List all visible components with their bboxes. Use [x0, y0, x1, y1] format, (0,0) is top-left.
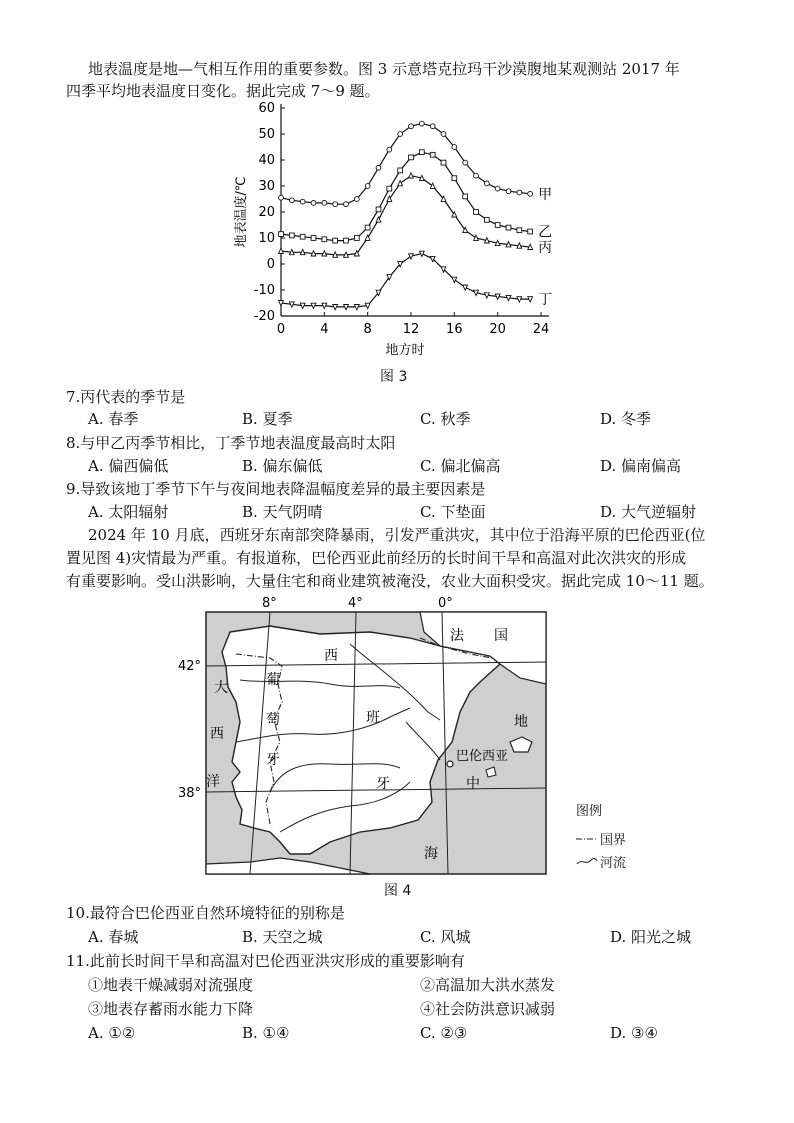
- data-point: [333, 252, 338, 257]
- river-line-icon: [576, 857, 598, 867]
- data-point: [398, 132, 403, 137]
- data-point: [495, 294, 500, 299]
- data-point: [365, 303, 370, 308]
- data-point: [279, 195, 284, 200]
- legend-border-label: 国界: [600, 833, 627, 848]
- label-tao: 萄: [266, 712, 280, 728]
- label-yang: 洋: [206, 774, 220, 790]
- data-point: [409, 173, 414, 178]
- data-point: [289, 233, 294, 238]
- data-point: [333, 202, 338, 207]
- data-point: [484, 293, 489, 298]
- data-point: [517, 297, 522, 302]
- data-point: [495, 223, 500, 228]
- data-point: [300, 249, 305, 254]
- data-point: [474, 173, 479, 178]
- data-point: [322, 237, 327, 242]
- data-point: [322, 201, 327, 206]
- data-point: [354, 197, 359, 202]
- data-point: [376, 165, 381, 170]
- data-point: [419, 175, 424, 180]
- data-point: [289, 249, 294, 254]
- data-point: [344, 252, 349, 257]
- data-point: [517, 228, 522, 233]
- intro-line-1: 地表温度是地—气相互作用的重要参数。图 3 示意塔克拉玛干沙漠腹地某观测站 2017 年: [88, 60, 680, 78]
- x-tick-label: 24: [532, 322, 550, 337]
- label-zhong: 中: [466, 776, 480, 792]
- series-line: [281, 254, 530, 307]
- data-point: [430, 152, 435, 157]
- q9-option-a[interactable]: A. 太阳辐射: [88, 503, 169, 521]
- border-line-icon: [576, 835, 598, 843]
- data-point: [300, 199, 305, 204]
- data-point: [398, 168, 403, 173]
- series-label: 丙: [538, 240, 553, 257]
- data-point: [441, 132, 446, 137]
- data-point: [311, 251, 316, 256]
- data-point: [419, 251, 424, 256]
- data-point: [463, 285, 468, 290]
- data-point: [409, 254, 414, 259]
- q9-stem: 9.导致该地丁季节下午与夜间地表降温幅度差异的最主要因素是: [66, 480, 486, 498]
- y-tick-label: 10: [258, 231, 275, 246]
- data-point: [322, 251, 327, 256]
- lon-label-0: 0°: [438, 596, 453, 611]
- q11-item-1: ①地表干燥减弱对流强度: [88, 976, 254, 994]
- data-point: [506, 189, 511, 194]
- data-point: [430, 124, 435, 129]
- lon-label-8: 8°: [262, 596, 277, 611]
- fig3-caption: 图 3: [380, 369, 408, 385]
- series-label: 丁: [538, 292, 553, 309]
- data-point: [463, 160, 468, 165]
- series-line: [281, 176, 530, 255]
- intro2-line-2: 置见图 4)灾情最为严重。有报道称，巴伦西亚此前经历的长时间干旱和高温对此次洪灾的形成: [66, 549, 687, 567]
- data-point: [289, 302, 294, 307]
- y-tick-label: -20: [253, 309, 275, 324]
- q9-option-d[interactable]: D. 大气逆辐射: [600, 503, 697, 521]
- q8-stem: 8.与甲乙丙季节相比，丁季节地表温度最高时太阳: [66, 434, 396, 452]
- data-point: [322, 303, 327, 308]
- data-point: [474, 235, 479, 240]
- q11-option-c[interactable]: C. ②③: [420, 1024, 468, 1042]
- data-point: [279, 301, 284, 306]
- valencia-label: 巴伦西亚: [456, 749, 509, 764]
- q10-option-b[interactable]: B. 天空之城: [242, 928, 323, 946]
- q8-option-c[interactable]: C. 偏北偏高: [420, 457, 501, 475]
- data-point: [484, 217, 489, 222]
- q11-option-d[interactable]: D. ③④: [610, 1024, 658, 1042]
- data-point: [354, 305, 359, 310]
- q9-option-c[interactable]: C. 下垫面: [420, 503, 486, 521]
- data-point: [365, 184, 370, 189]
- series-line: [281, 152, 530, 240]
- data-point: [430, 183, 435, 188]
- q7-option-c[interactable]: C. 秋季: [420, 410, 471, 428]
- data-point: [495, 186, 500, 191]
- y-tick-label: 40: [258, 153, 275, 168]
- valencia-point[interactable]: [447, 761, 453, 767]
- data-point: [484, 181, 489, 186]
- data-point: [452, 176, 457, 181]
- spain-map: [170, 592, 640, 882]
- lon-label-4: 4°: [348, 596, 363, 611]
- label-hai: 海: [424, 846, 438, 862]
- lat-label-38: 38°: [178, 786, 202, 801]
- x-tick-label: 16: [446, 322, 463, 337]
- q8-option-a[interactable]: A. 偏西偏低: [88, 457, 169, 475]
- label-guo: 国: [494, 628, 508, 644]
- intro2-line-1: 2024 年 10 月底，西班牙东南部突降暴雨，引发严重洪灾，其中位于沿海平原的巴伦西亚(位: [88, 526, 706, 544]
- series-label: 乙: [538, 224, 553, 241]
- q10-option-d[interactable]: D. 阳光之城: [610, 928, 692, 946]
- x-tick-label: 8: [363, 322, 372, 337]
- data-point: [506, 225, 511, 230]
- data-point: [463, 194, 468, 199]
- q8-option-d[interactable]: D. 偏南偏高: [600, 457, 682, 475]
- intro-line-2: 四季平均地表温度日变化。据此完成 7～9 题。: [66, 82, 380, 100]
- series-label: 甲: [538, 186, 553, 203]
- data-point: [452, 145, 457, 150]
- x-tick-label: 12: [402, 322, 420, 337]
- label-da: 大: [214, 680, 228, 696]
- x-tick-label: 0: [276, 322, 286, 337]
- data-point: [528, 297, 533, 302]
- q9-option-b[interactable]: B. 天气阴晴: [242, 503, 323, 521]
- q11-stem: 11.此前长时间干旱和高温对巴伦西亚洪灾形成的重要影响有: [66, 952, 465, 970]
- lat-label-42: 42°: [178, 659, 202, 674]
- data-point: [311, 236, 316, 241]
- data-point: [419, 121, 424, 126]
- legend-river-row: [576, 852, 656, 871]
- data-point: [495, 240, 500, 245]
- data-point: [376, 207, 381, 212]
- data-point: [354, 236, 359, 241]
- data-point: [311, 303, 316, 308]
- q11-option-b[interactable]: B. ①④: [242, 1024, 290, 1042]
- data-point: [300, 303, 305, 308]
- data-point: [528, 244, 533, 249]
- data-point: [517, 243, 522, 248]
- data-point: [419, 150, 424, 155]
- q7-option-b[interactable]: B. 夏季: [242, 410, 293, 428]
- data-point: [344, 305, 349, 310]
- y-tick-label: 50: [258, 127, 275, 142]
- x-tick-label: 20: [489, 322, 506, 337]
- legend-border-row: [576, 829, 656, 848]
- q10-option-a[interactable]: A. 春城: [88, 928, 139, 946]
- intro2-line-3: 有重要影响。受山洪影响，大量住宅和商业建筑被淹没，农业大面积受灾。据此完成 10～11 题。: [66, 572, 714, 590]
- data-point: [528, 191, 533, 196]
- data-point: [484, 238, 489, 243]
- x-tick-label: 4: [320, 322, 329, 337]
- data-point: [398, 181, 403, 186]
- label-ya2: 牙: [266, 752, 280, 768]
- label-fa: 法: [450, 628, 464, 644]
- data-point: [506, 242, 511, 247]
- x-axis-label: 地方时: [385, 343, 425, 358]
- data-point: [333, 238, 338, 243]
- data-point: [506, 295, 511, 300]
- legend-river-label: 河流: [600, 856, 627, 871]
- fig4-caption: 图 4: [384, 883, 412, 899]
- label-pu: 葡: [266, 672, 280, 688]
- data-point: [300, 234, 305, 239]
- data-point: [474, 290, 479, 295]
- q11-item-3: ③地表存蓄雨水能力下降: [88, 1000, 254, 1018]
- label-xi2: 西: [210, 726, 224, 742]
- data-point: [289, 198, 294, 203]
- data-point: [441, 160, 446, 165]
- y-tick-label: -10: [253, 283, 275, 298]
- y-tick-label: 20: [258, 205, 275, 220]
- data-point: [333, 305, 338, 310]
- data-point: [517, 190, 522, 195]
- data-point: [528, 229, 533, 234]
- data-point: [452, 277, 457, 282]
- q10-option-c[interactable]: C. 风城: [420, 928, 471, 946]
- data-point: [311, 201, 316, 206]
- label-xi: 西: [324, 648, 338, 664]
- data-point: [279, 248, 284, 253]
- q10-stem: 10.最符合巴伦西亚自然环境特征的别称是: [66, 904, 345, 922]
- q11-option-a[interactable]: A. ①②: [88, 1024, 136, 1042]
- data-point: [409, 155, 414, 160]
- data-point: [474, 210, 479, 215]
- y-tick-label: 60: [258, 101, 275, 116]
- q7-option-d[interactable]: D. 冬季: [600, 410, 652, 428]
- data-point: [409, 124, 414, 129]
- map-legend: [576, 800, 656, 871]
- data-point: [387, 147, 392, 152]
- temperature-chart: [226, 100, 586, 365]
- label-ya: 牙: [376, 776, 390, 792]
- q11-item-4: ④社会防洪意识减弱: [420, 1000, 556, 1018]
- data-point: [279, 232, 284, 237]
- data-point: [344, 238, 349, 243]
- label-ban: 班: [366, 710, 380, 726]
- data-point: [365, 225, 370, 230]
- data-point: [387, 186, 392, 191]
- y-tick-label: 30: [258, 179, 275, 194]
- y-tick-label: 0: [266, 257, 275, 272]
- q7-option-a[interactable]: A. 春季: [88, 410, 139, 428]
- label-di: 地: [514, 714, 528, 730]
- y-axis-label: 地表温度/℃: [234, 176, 249, 248]
- q8-option-b[interactable]: B. 偏东偏低: [242, 457, 323, 475]
- data-point: [344, 202, 349, 207]
- q11-item-2: ②高温加大洪水蒸发: [420, 976, 556, 994]
- q7-stem: 7.丙代表的季节是: [66, 388, 186, 406]
- legend-title: 图例: [576, 804, 603, 819]
